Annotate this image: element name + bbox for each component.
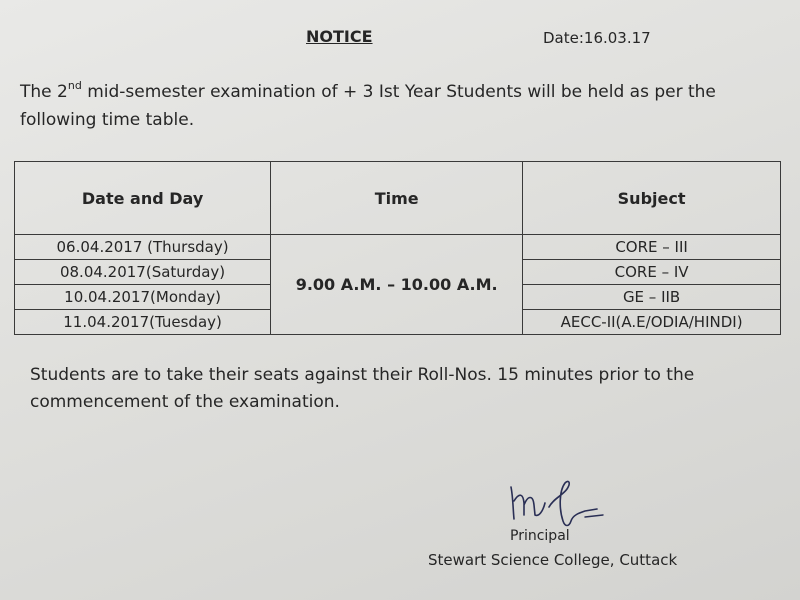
notice-title: NOTICE [306, 27, 373, 46]
row-subject: GE – IIB [523, 285, 781, 310]
row-date: 10.04.2017(Monday) [15, 285, 271, 310]
college-name: Stewart Science College, Cuttack [428, 551, 678, 569]
intro-paragraph [20, 78, 780, 134]
principal-signature [505, 475, 615, 535]
row-date: 06.04.2017 (Thursday) [15, 235, 271, 260]
exam-time: 9.00 A.M. – 10.00 A.M. [271, 235, 523, 335]
row-subject: CORE – IV [523, 260, 781, 285]
row-subject: CORE – III [523, 235, 781, 260]
header-date-and-day: Date and Day [15, 162, 271, 235]
table-row [15, 235, 781, 260]
closing-paragraph: Students are to take their seats against their Roll-Nos. 15 minutes prior to the commencement of the examination. [30, 365, 695, 412]
intro-prefix: The 2 [20, 82, 68, 102]
table-header-row [15, 162, 781, 235]
notice-date: Date:16.03.17 [543, 29, 651, 47]
intro-rest: mid-semester examination of + 3 Ist Year Students will be held as per the following time table. [20, 82, 716, 130]
row-subject: AECC-II(A.E/ODIA/HINDI) [523, 310, 781, 335]
signer-title: Principal [510, 528, 570, 544]
row-date: 08.04.2017(Saturday) [15, 260, 271, 285]
row-date: 11.04.2017(Tuesday) [15, 310, 271, 335]
header-time: Time [271, 162, 523, 235]
exam-timetable [14, 161, 781, 335]
intro-superscript: nd [67, 79, 82, 92]
header-subject: Subject [523, 162, 781, 235]
